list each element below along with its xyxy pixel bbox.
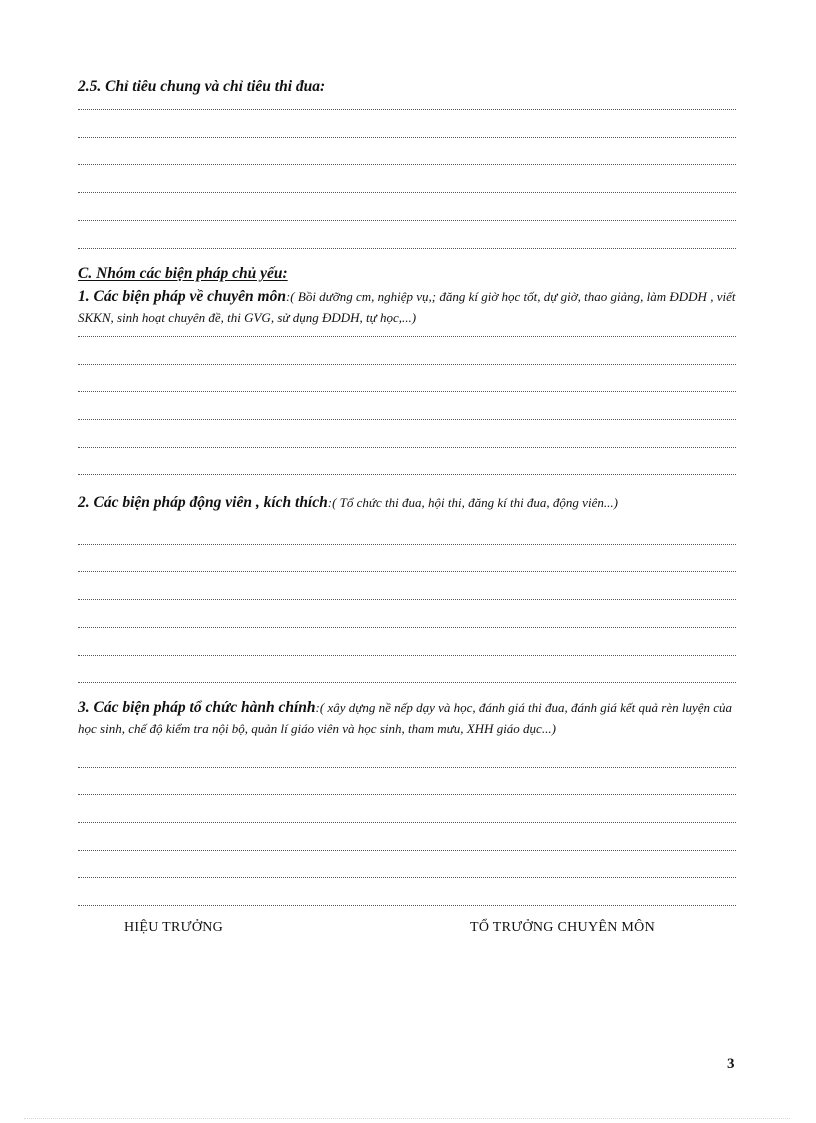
fill-line[interactable] (78, 364, 736, 365)
measure-2-paragraph (78, 492, 738, 513)
principal-signature-label: HIỆU TRƯỞNG (124, 920, 224, 935)
fill-line[interactable] (78, 336, 736, 337)
fill-line[interactable] (78, 419, 736, 420)
fill-line[interactable] (78, 655, 736, 656)
fill-line[interactable] (78, 877, 736, 878)
fill-line[interactable] (78, 767, 736, 768)
fill-line[interactable] (78, 391, 736, 392)
measure-1-note: :( Bồi dưỡng cm, nghiệp vụ,; đăng kí giờ học tốt, dự giờ, thao giảng, làm ĐDDH , viết SKKN, sinh hoạt chuyên đề, thi GVG, sử dụng ĐDDH, tự học,...) (78, 289, 736, 325)
fill-line[interactable] (78, 627, 736, 628)
measure-2-title: 2. Các biện pháp động viên , kích thích (78, 494, 328, 511)
fill-line[interactable] (78, 850, 736, 851)
measure-1-paragraph (78, 286, 738, 328)
fill-line[interactable] (78, 220, 736, 221)
fill-line[interactable] (78, 447, 736, 448)
page-number: 3 (727, 1056, 735, 1072)
measure-3-note: :( xây dựng nề nếp dạy và học, đánh giá thi đua, đánh giá kết quả rèn luyện của học sinh, chế độ kiểm tra nội bộ, quản lí giáo viên và học sinh, tham mưu, XHH giáo dục...) (78, 700, 733, 736)
fill-line[interactable] (78, 164, 736, 165)
fill-line[interactable] (78, 571, 736, 572)
fill-line[interactable] (78, 248, 736, 249)
fill-line[interactable] (78, 822, 736, 823)
fill-line[interactable] (78, 109, 736, 110)
fill-line[interactable] (78, 474, 736, 475)
fill-line[interactable] (78, 137, 736, 138)
department-head-signature-label: TỔ TRƯỞNG CHUYÊN MÔN (470, 920, 655, 935)
fill-line[interactable] (78, 794, 736, 795)
measure-3-paragraph (78, 697, 738, 739)
measure-3-title: 3. Các biện pháp tổ chức hành chính (78, 699, 316, 716)
fill-line[interactable] (78, 544, 736, 545)
fill-line[interactable] (78, 682, 736, 683)
fill-line[interactable] (78, 905, 736, 906)
section-2-5-heading: 2.5. Chỉ tiêu chung và chỉ tiêu thi đua: (78, 78, 326, 95)
measure-1-title: 1. Các biện pháp về chuyên môn (78, 288, 286, 305)
fill-line[interactable] (78, 192, 736, 193)
measure-2-note: :( Tổ chức thi đua, hội thi, đăng kí thi đua, động viên...) (327, 495, 618, 510)
fill-line[interactable] (78, 599, 736, 600)
footer-divider (24, 1118, 790, 1119)
section-c-heading: C. Nhóm các biện pháp chủ yếu: (78, 265, 288, 282)
